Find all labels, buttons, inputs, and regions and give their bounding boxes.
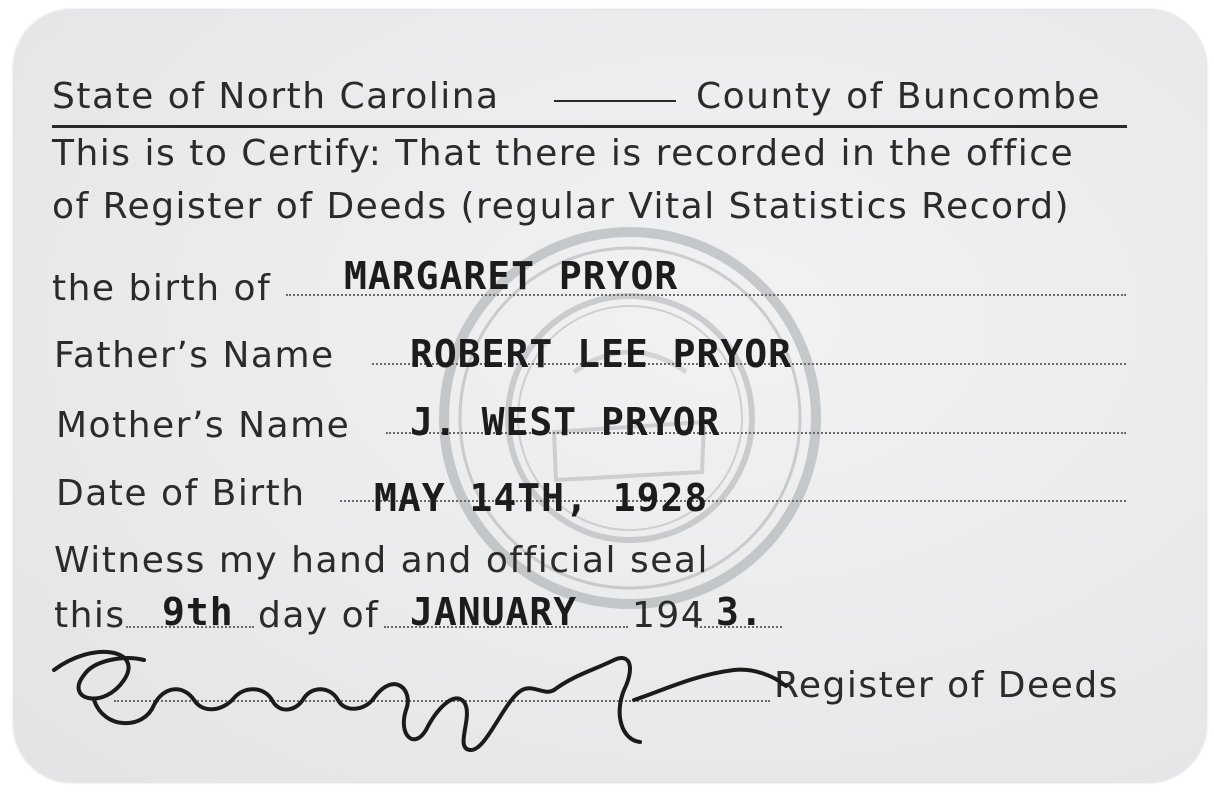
- handwritten-signature: [34, 630, 794, 760]
- mother-name-value: J. WEST PRYOR: [410, 400, 721, 444]
- mother-name-label: Mother’s Name: [56, 405, 351, 446]
- header-dash: [554, 100, 676, 102]
- state-heading: State of North Carolina: [52, 76, 500, 117]
- father-name-label: Father’s Name: [54, 335, 335, 376]
- day-of-label: day of: [258, 595, 380, 636]
- father-name-value: ROBERT LEE PRYOR: [410, 332, 793, 376]
- year-prefix: 194: [632, 595, 706, 636]
- birth-certificate-card: [14, 10, 1206, 782]
- this-label: this: [54, 595, 126, 636]
- birth-of-label: the birth of: [52, 268, 272, 309]
- day-value: 9th: [162, 590, 234, 634]
- date-of-birth-label: Date of Birth: [56, 473, 306, 514]
- witness-line: Witness my hand and official seal: [54, 540, 709, 581]
- birth-of-value: MARGARET PRYOR: [344, 254, 679, 298]
- header-underline: [52, 125, 1127, 128]
- certify-line-2: of Register of Deeds (regular Vital Statistics Record): [52, 186, 1071, 227]
- certify-line-1: This is to Certify: That there is recorded in the office: [52, 133, 1075, 174]
- month-value: JANUARY: [410, 590, 578, 634]
- county-heading: County of Buncombe: [696, 76, 1102, 117]
- register-of-deeds-title: Register of Deeds: [774, 665, 1119, 706]
- date-of-birth-value: MAY 14TH, 1928: [374, 476, 709, 520]
- year-suffix: 3.: [716, 590, 764, 634]
